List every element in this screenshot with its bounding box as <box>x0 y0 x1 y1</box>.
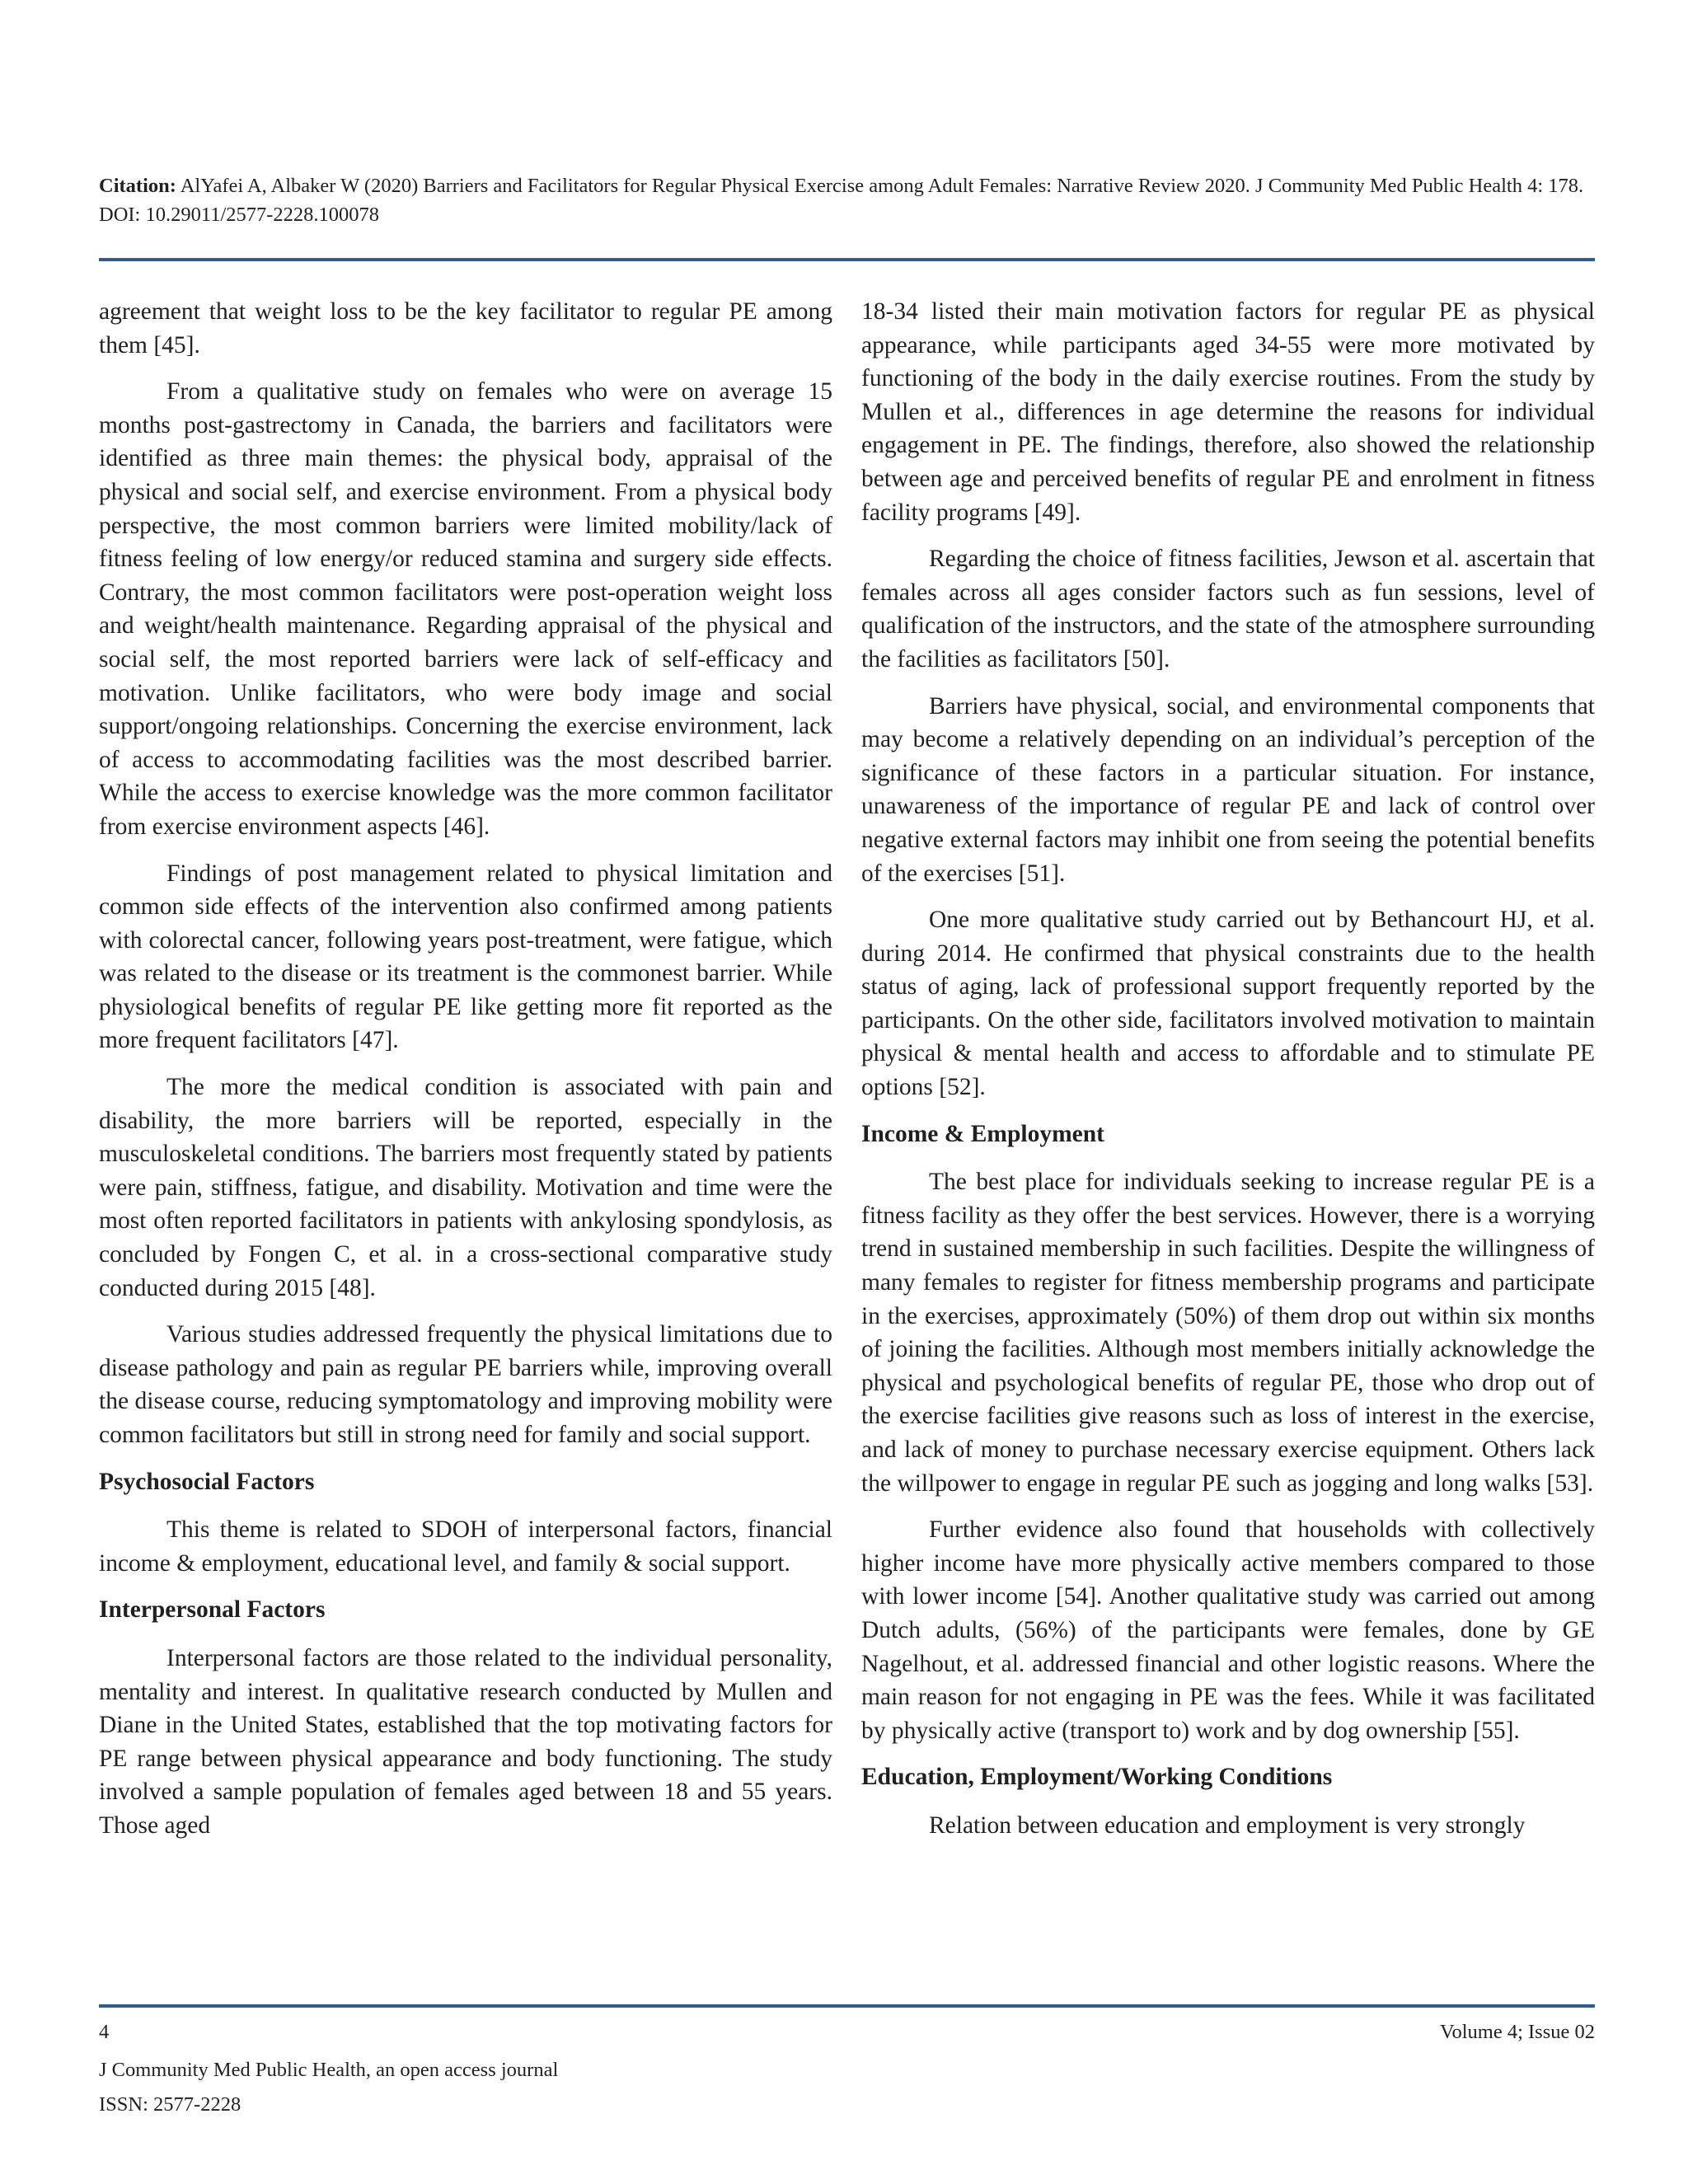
journal-name: J Community Med Public Health, an open access journal <box>99 2059 559 2081</box>
paragraph: 18-34 listed their main motivation factors for regular PE as physical appearance, while participants aged 34-55 were more motivated by functioning of the body in the daily exercise routines. From the study by Mullen et al., differences in age determine the reasons for individual engagement in PE. The findings, therefore, also showed the relationship between age and perceived benefits of regular PE and enrolment in fitness facility programs [49]. <box>861 298 1595 526</box>
paragraph: agreement that weight loss to be the key facilitator to regular PE among them [45]. <box>99 298 832 359</box>
page-number: 4 <box>99 2021 110 2043</box>
paragraph: Various studies addressed frequently the physical limitations due to disease pathology and pain as regular PE barriers while, improving overall the disease course, reducing symptomatology and improving mobility were common facilitators but still in strong need for family and social support. <box>99 1321 832 1448</box>
paragraph: Regarding the choice of fitness facilities, Jewson et al. ascertain that females across all ages consider factors such as fun sessions, level of qualification of the instructors, and the state of the atmosphere surrounding the facilities as facilitators [50]. <box>861 546 1595 673</box>
left-column <box>99 295 832 1856</box>
citation-label: Citation: <box>99 175 176 197</box>
paragraph: Findings of post management related to physical limitation and common side effects of the intervention also confirmed among patients with colorectal cancer, following years post-treatment, were fatigue, which was related to the disease or its treatment is the commonest barrier. While physiological benefits of regular PE like getting more fit reported as the more frequent facilitators [47]. <box>99 860 832 1054</box>
footer-divider <box>99 2004 1595 2008</box>
section-heading-psychosocial: Psychosocial Factors <box>99 1468 315 1495</box>
paragraph: From a qualitative study on females who were on average 15 months post-gastrectomy in Canada, the barriers and facilitators were identified as three main themes: the physical body, appraisal of the physical and social self, and exercise environment. From a physical body perspective, the most common barriers were limited mobility/lack of fitness feeling of low energy/or reduced stamina and surgery side effects. Contrary, the most common facilitators were post-operation weight loss and weight/health maintenance. Regarding appraisal of the physical and social self, the most reported barriers were lack of self-efficacy and motivation. Unlike facilitators, who were body image and social support/ongoing relationships. Concerning the exercise environment, lack of access to accommodating facilities was the most described barrier. While the access to exercise knowledge was the more common facilitator from exercise environment aspects [46]. <box>99 378 832 840</box>
issn: ISSN: 2577-2228 <box>99 2093 241 2116</box>
paragraph: The more the medical condition is associated with pain and disability, the more barriers will be reported, especially in the musculoskeletal conditions. The barriers most frequently stated by patients were pain, stiffness, fatigue, and disability. Motivation and time were the most often reported facilitators in patients with ankylosing spondylosis, as concluded by Fongen C, et al. in a cross-sectional comparative study conducted during 2015 [48]. <box>99 1074 832 1301</box>
paragraph: The best place for individuals seeking to increase regular PE is a fitness facility as they offer the best services. However, there is a worrying trend in sustained membership in such facilities. Despite the willingness of many females to register for fitness membership programs and participate in the exercises, approximately (50%) of them drop out within six months of joining the facilities. Although most members initially acknowledge the physical and psychological benefits of regular PE, those who drop out of the exercise facilities give reasons such as loss of interest in the exercise, and lack of money to purchase necessary exercise equipment. Others lack the willpower to engage in regular PE such as jogging and long walks [53]. <box>861 1169 1595 1497</box>
right-column <box>861 295 1595 1856</box>
paragraph: One more qualitative study carried out by Bethancourt HJ, et al. during 2014. He confirmed that physical constraints due to the health status of aging, lack of professional support frequently reported by the participants. On the other side, facilitators involved motivation to maintain physical & mental health and access to affordable and to stimulate PE options [52]. <box>861 907 1595 1101</box>
citation-text: AlYafei A, Albaker W (2020) Barriers and Facilitators for Regular Physical Exercise among Adult Females: Narrative Review 2020. J Community Med Public Health 4: 178. DOI: 10.29011/2577-2228.100078 <box>99 175 1584 226</box>
section-heading-education: Education, Employment/Working Conditions <box>861 1764 1333 1791</box>
paragraph: Relation between education and employment is very strongly <box>929 1811 1526 1839</box>
paragraph: Interpersonal factors are those related to the individual personality, mentality and interest. In qualitative research conducted by Mullen and Diane in the United States, established that the top motivating factors for PE range between physical appearance and body functioning. The study involved a sample population of females aged between 18 and 55 years. Those aged <box>99 1644 832 1839</box>
header-divider <box>99 258 1595 261</box>
section-heading-income: Income & Employment <box>861 1120 1104 1147</box>
section-heading-interpersonal: Interpersonal Factors <box>99 1596 326 1624</box>
paragraph: This theme is related to SDOH of interpersonal factors, financial income & employment, educational level, and family & social support. <box>99 1516 832 1577</box>
paragraph: Further evidence also found that households with collectively higher income have more physically active members compared to those with lower income [54]. Another qualitative study was carried out among Dutch adults, (56%) of the participants were females, done by GE Nagelhout, et al. addressed financial and other logistic reasons. Where the main reason for not engaging in PE was the fees. While it was facilitated by physically active (transport to) work and by dog ownership [55]. <box>861 1516 1595 1744</box>
paragraph: Barriers have physical, social, and environmental components that may become a relatively depending on an individual’s perception of the significance of these factors in a particular situation. For instance, unawareness of the importance of regular PE and lack of control over negative external factors may inhibit one from seeing the potential benefits of the exercises [51]. <box>861 692 1595 887</box>
volume-issue: Volume 4; Issue 02 <box>1439 2021 1595 2043</box>
citation <box>99 171 1595 229</box>
